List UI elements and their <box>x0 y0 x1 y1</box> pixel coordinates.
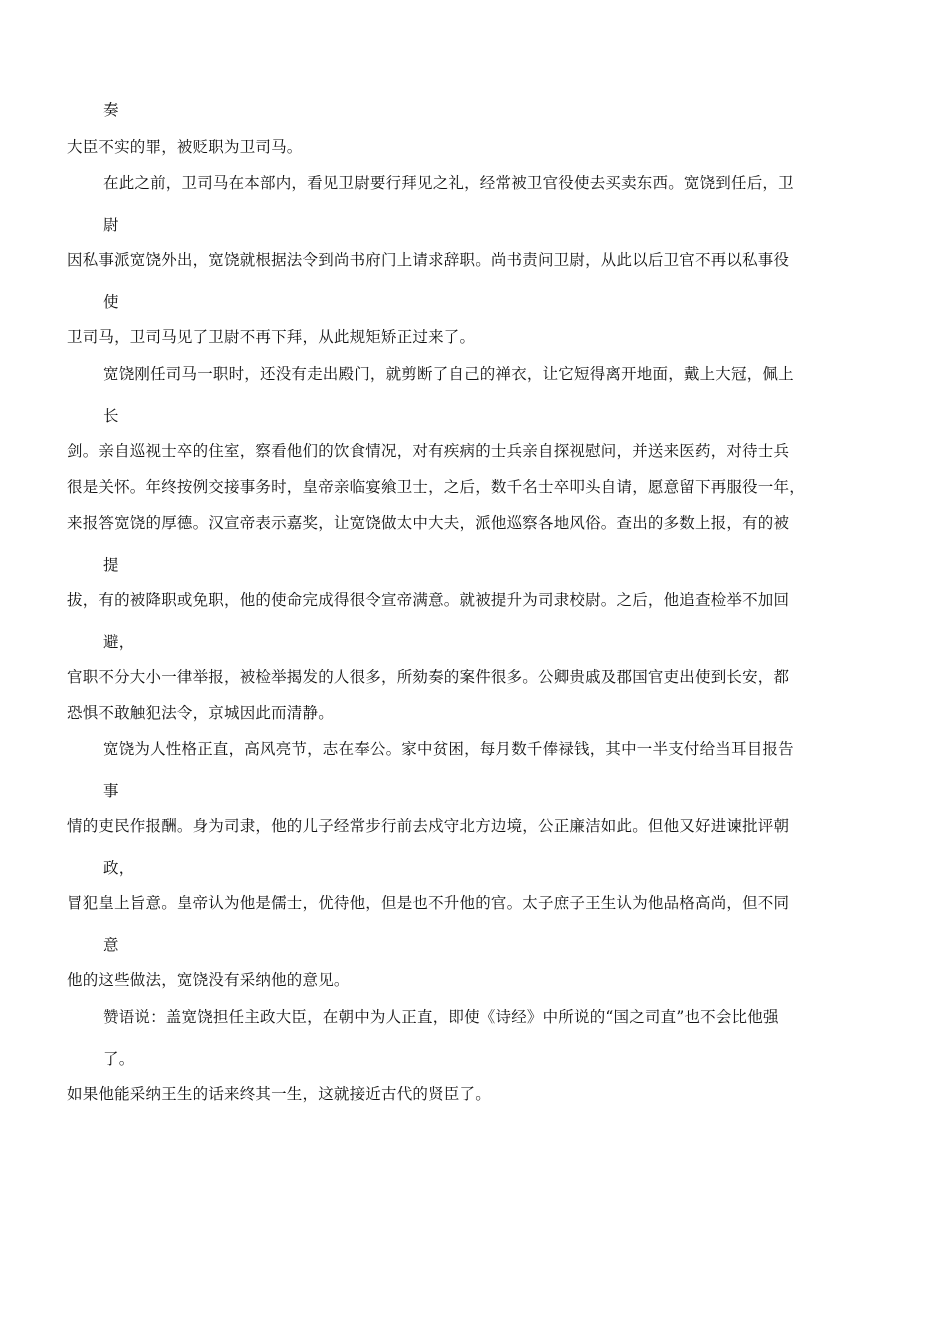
text-line: 拔，有的被降职或免职，他的使命完成得很令宣帝满意。就被提升为司隶校尉。之后，他追查检举不加回 <box>67 591 790 609</box>
paragraph-first-line: 宽饶为人性格正直，高风亮节，志在奉公。家中贫困，每月数千俸禄钱，其中一半支付给当耳目报告 <box>103 740 794 758</box>
paragraph-first-line: 在此之前，卫司马在本部内，看见卫尉要行拜见之礼，经常被卫官役使去买卖东西。宽饶到任后，卫 <box>103 174 794 192</box>
text-line: 如果他能采纳王生的话来终其一生，这就接近古代的贤臣了。 <box>67 1085 491 1103</box>
text-line: 官职不分大小一律举报，被检举揭发的人很多，所劾奏的案件很多。公卿贵戚及郡国官吏出使到长安，都 <box>67 668 790 686</box>
text-line: 尉 <box>103 216 119 234</box>
text-line: 使 <box>103 293 119 311</box>
text-line: 剑。亲自巡视士卒的住室，察看他们的饮食情况，对有疾病的士兵亲自探视慰问，并送来医药，对待士兵 <box>67 442 790 460</box>
text-line: 情的吏民作报酬。身为司隶，他的儿子经常步行前去戍守北方边境，公正廉洁如此。但他又好进谏批评朝 <box>67 817 790 835</box>
text-line: 事 <box>103 782 119 800</box>
text-line: 政， <box>103 859 135 877</box>
text-line: 卫司马，卫司马见了卫尉不再下拜，从此规矩矫正过来了。 <box>67 328 476 346</box>
text-line: 因私事派宽饶外出，宽饶就根据法令到尚书府门上请求辞职。尚书责问卫尉，从此以后卫官不再以私事役 <box>67 251 790 269</box>
text-line: 意 <box>103 936 119 954</box>
paragraph-first-line: 赞语说：盖宽饶担任主政大臣，在朝中为人正直，即使《诗经》中所说的“国之司直”也不会比他强 <box>103 1008 779 1026</box>
text-line: 大臣不实的罪，被贬职为卫司马。 <box>67 138 303 156</box>
text-line: 来报答宽饶的厚德。汉宣帝表示嘉奖，让宽饶做太中大夫，派他巡察各地风俗。查出的多数上报，有的被 <box>67 514 790 532</box>
text-line: 很是关怀。年终按例交接事务时，皇帝亲临宴飨卫士，之后，数千名士卒叩头自请，愿意留下再服役一年， <box>67 478 805 496</box>
text-line: 避， <box>103 633 135 651</box>
paragraph-first-line: 宽饶刚任司马一职时，还没有走出殿门，就剪断了自己的禅衣，让它短得离开地面，戴上大冠，佩上 <box>103 365 794 383</box>
text-line: 长 <box>103 407 119 425</box>
text-line: 奏 <box>103 101 119 119</box>
text-line: 冒犯皇上旨意。皇帝认为他是儒士，优待他，但是也不升他的官。太子庶子王生认为他品格高尚，但不同 <box>67 894 790 912</box>
text-line: 了。 <box>103 1050 135 1068</box>
text-line: 他的这些做法，宽饶没有采纳他的意见。 <box>67 971 350 989</box>
text-line: 恐惧不敢触犯法令，京城因此而清静。 <box>67 704 334 722</box>
text-line: 提 <box>103 556 119 574</box>
